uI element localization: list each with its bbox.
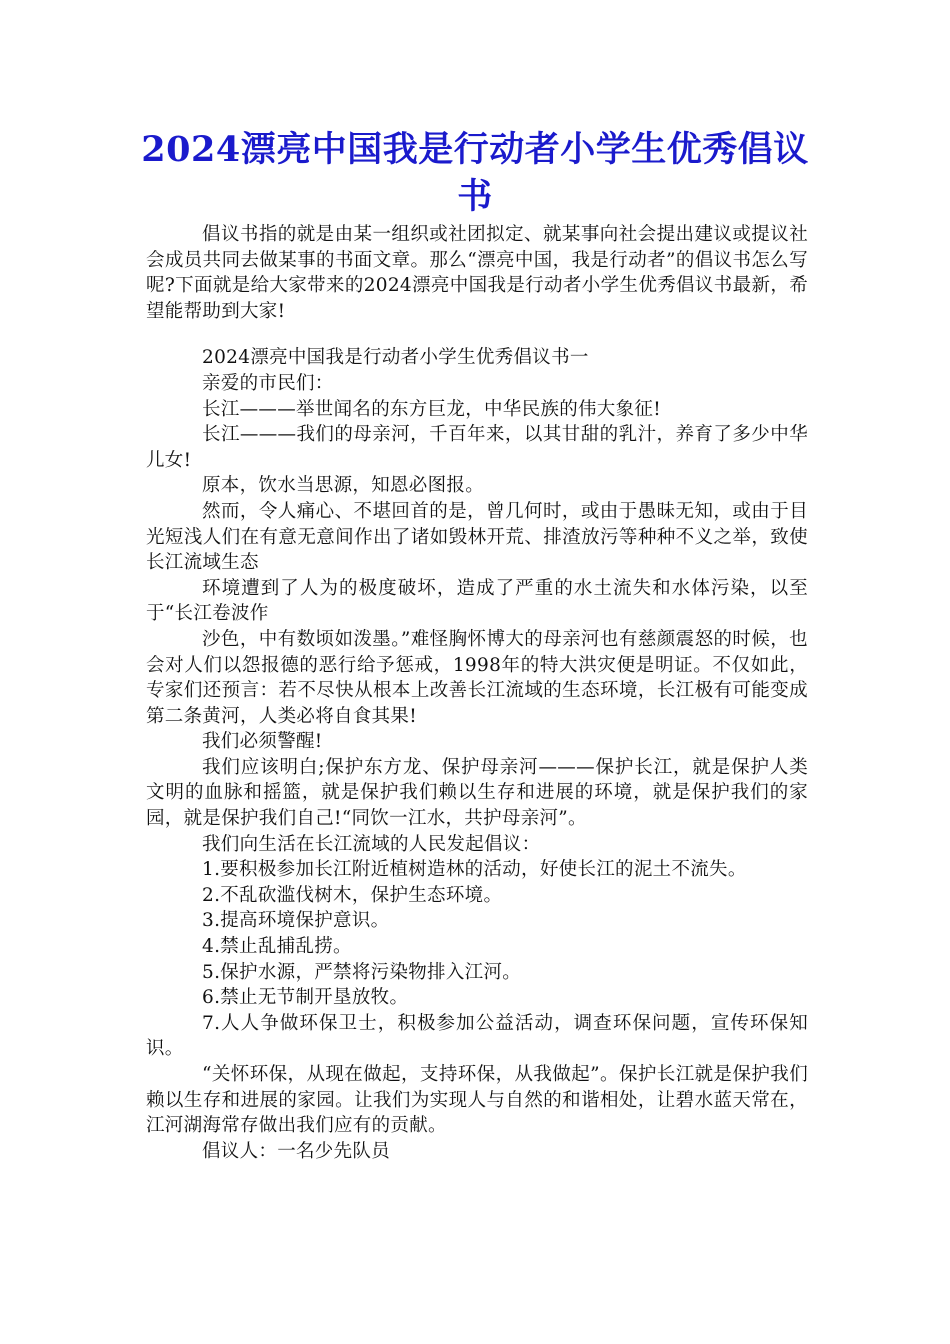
document-body [146,222,808,1164]
proposal-item: 5.保护水源，严禁将污染物排入江河。 [202,961,522,983]
body-paragraph: 我们应该明白;保护东方龙、保护母亲河———保护长江，就是保护人类文明的血脉和摇篮，就是保护我们赖以生存和进展的环境，就是保护我们的家园，就是保护我们自己!“同饮一江水，共护母亲河”。 [146,756,808,830]
body-paragraph: 我们向生活在长江流域的人民发起倡议： [202,833,541,855]
salutation: 亲爱的市民们： [202,372,334,394]
proposal-item: 3.提高环境保护意识。 [202,910,390,932]
body-paragraph: 原本，饮水当思源，知恩必图报。 [202,475,485,497]
body-paragraph: 我们必须警醒! [202,731,323,753]
closing-paragraph: “关怀环保，从现在做起，支持环保，从我做起”。保护长江就是保护我们赖以生存和进展的家园。让我们为实现人与自然的和谐相处，让碧水蓝天常在，江河湖海常存做出我们应有的贡献。 [146,1064,808,1137]
body-paragraph: 沙色，中有数顷如泼墨。”难怪胸怀博大的母亲河也有慈颜震怒的时候，也会对人们以怨报德的恶行给予惩戒，1998年的特大洪灾便是明证。不仅如此，专家们还预言：若不尽快从根本上改善长江流域的生态环境，长江极有可能变成第二条黄河，人类必将自食其果! [146,628,808,727]
proposal-item: 7.人人争做环保卫士，积极参加公益活动，调查环保问题，宣传环保知识。 [146,1012,808,1060]
signature-line: 倡议人：一名少先队员 [202,1140,391,1162]
section-heading: 2024漂亮中国我是行动者小学生优秀倡议书一 [202,347,589,369]
intro-paragraph: 倡议书指的就是由某一组织或社团拟定、就某事向社会提出建议或提议社会成员共同去做某事的书面文章。那么“漂亮中国，我是行动者”的倡议书怎么写呢?下面就是给大家带来的2024漂亮中国我是行动者小学生优秀倡议书最新，希望能帮助到大家! [146,224,808,322]
proposal-item: 2.不乱砍滥伐树木，保护生态环境。 [202,884,503,906]
body-paragraph: 长江———举世闻名的东方巨龙，中华民族的伟大象征! [202,398,661,420]
body-paragraph: 环境遭到了人为的极度破坏，造成了严重的水土流失和水体污染，以至于“长江卷波作 [146,577,808,625]
body-paragraph: 然而，令人痛心、不堪回首的是，曾几何时，或由于愚昧无知，或由于目光短浅人们在有意无意间作出了诸如毁林开荒、排渣放污等种种不义之举，致使长江流域生态 [146,500,808,574]
proposal-item: 1.要积极参加长江附近植树造林的活动，好使长江的泥土不流失。 [202,859,747,881]
proposal-item: 4.禁止乱捕乱捞。 [202,936,352,958]
body-paragraph: 长江———我们的母亲河，千百年来，以其甘甜的乳汁，养育了多少中华儿女! [146,424,808,471]
proposal-item: 6.禁止无节制开垦放牧。 [202,987,409,1009]
document-title: 2024漂亮中国我是行动者小学生优秀倡议书 [141,129,809,217]
